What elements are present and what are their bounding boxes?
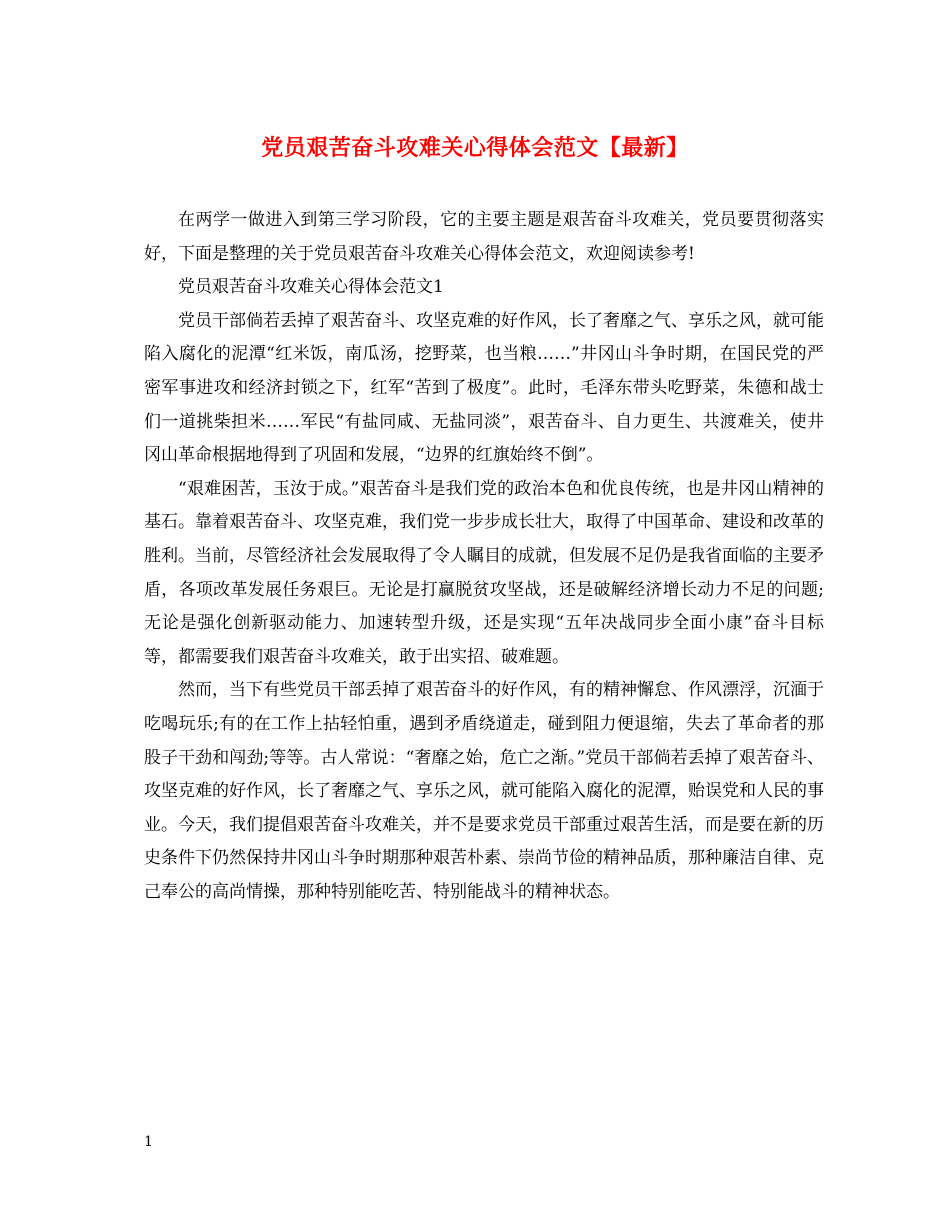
page-number: 1 [144, 1134, 153, 1150]
body-paragraph-2: “艰难困苦，玉汝于成。”艰苦奋斗是我们党的政治本色和优良传统，也是井冈山精神的基石。靠着艰苦奋斗、攻坚克难，我们党一步步成长壮大，取得了中国革命、建设和改革的胜利。当前，尽管经济社会发展取得了令人瞩目的成就，但发展不足仍是我省面临的主要矛盾，各项改革发展任务艰巨。无论是打赢脱贫攻坚战，还是破解经济增长动力不足的问题;无论是强化创新驱动能力、加速转型升级，还是实现“五年决战同步全面小康”奋斗目标等，都需要我们艰苦奋斗攻难关，敢于出实招、破难题。 [144, 478, 824, 667]
document-title: 党员艰苦奋斗攻难关心得体会范文【最新】 [261, 135, 689, 161]
body-paragraph-1: 党员干部倘若丢掉了艰苦奋斗、攻坚克难的好作风，长了奢靡之气、享乐之风，就可能陷入腐化的泥潭“红米饭，南瓜汤，挖野菜，也当粮……”井冈山斗争时期，在国民党的严密军事进攻和经济封锁之下，红军“苦到了极度”。此时，毛泽东带头吃野菜，朱德和战士们一道挑柴担米……军民“有盐同咸、无盐同淡”，艰苦奋斗、自力更生、共渡难关，使井冈山革命根据地得到了巩固和发展，“边界的红旗始终不倒”。 [144, 310, 824, 466]
section-heading: 党员艰苦奋斗攻难关心得体会范文1 [178, 277, 444, 298]
body-paragraph-3: 然而，当下有些党员干部丢掉了艰苦奋斗的好作风，有的精神懈怠、作风漂浮，沉湎于吃喝玩乐;有的在工作上拈轻怕重，遇到矛盾绕道走，碰到阻力便退缩，失去了革命者的那股子干劲和闯劲;等等。古人常说：“奢靡之始，危亡之渐。”党员干部倘若丢掉了艰苦奋斗、攻坚克难的好作风，长了奢靡之气、享乐之风，就可能陷入腐化的泥潭，贻误党和人民的事业。今天，我们提倡艰苦奋斗攻难关，并不是要求党员干部重过艰苦生活，而是要在新的历史条件下仍然保持井冈山斗争时期那种艰苦朴素、崇尚节俭的精神品质，那种廉洁自律、克己奉公的高尚情操，那种特别能吃苦、特别能战斗的精神状态。 [144, 680, 824, 902]
intro-paragraph: 在两学一做进入到第三学习阶段，它的主要主题是艰苦奋斗攻难关，党员要贯彻落实好，下面是整理的关于党员艰苦奋斗攻难关心得体会范文，欢迎阅读参考! [144, 210, 824, 264]
document-body [144, 204, 824, 909]
